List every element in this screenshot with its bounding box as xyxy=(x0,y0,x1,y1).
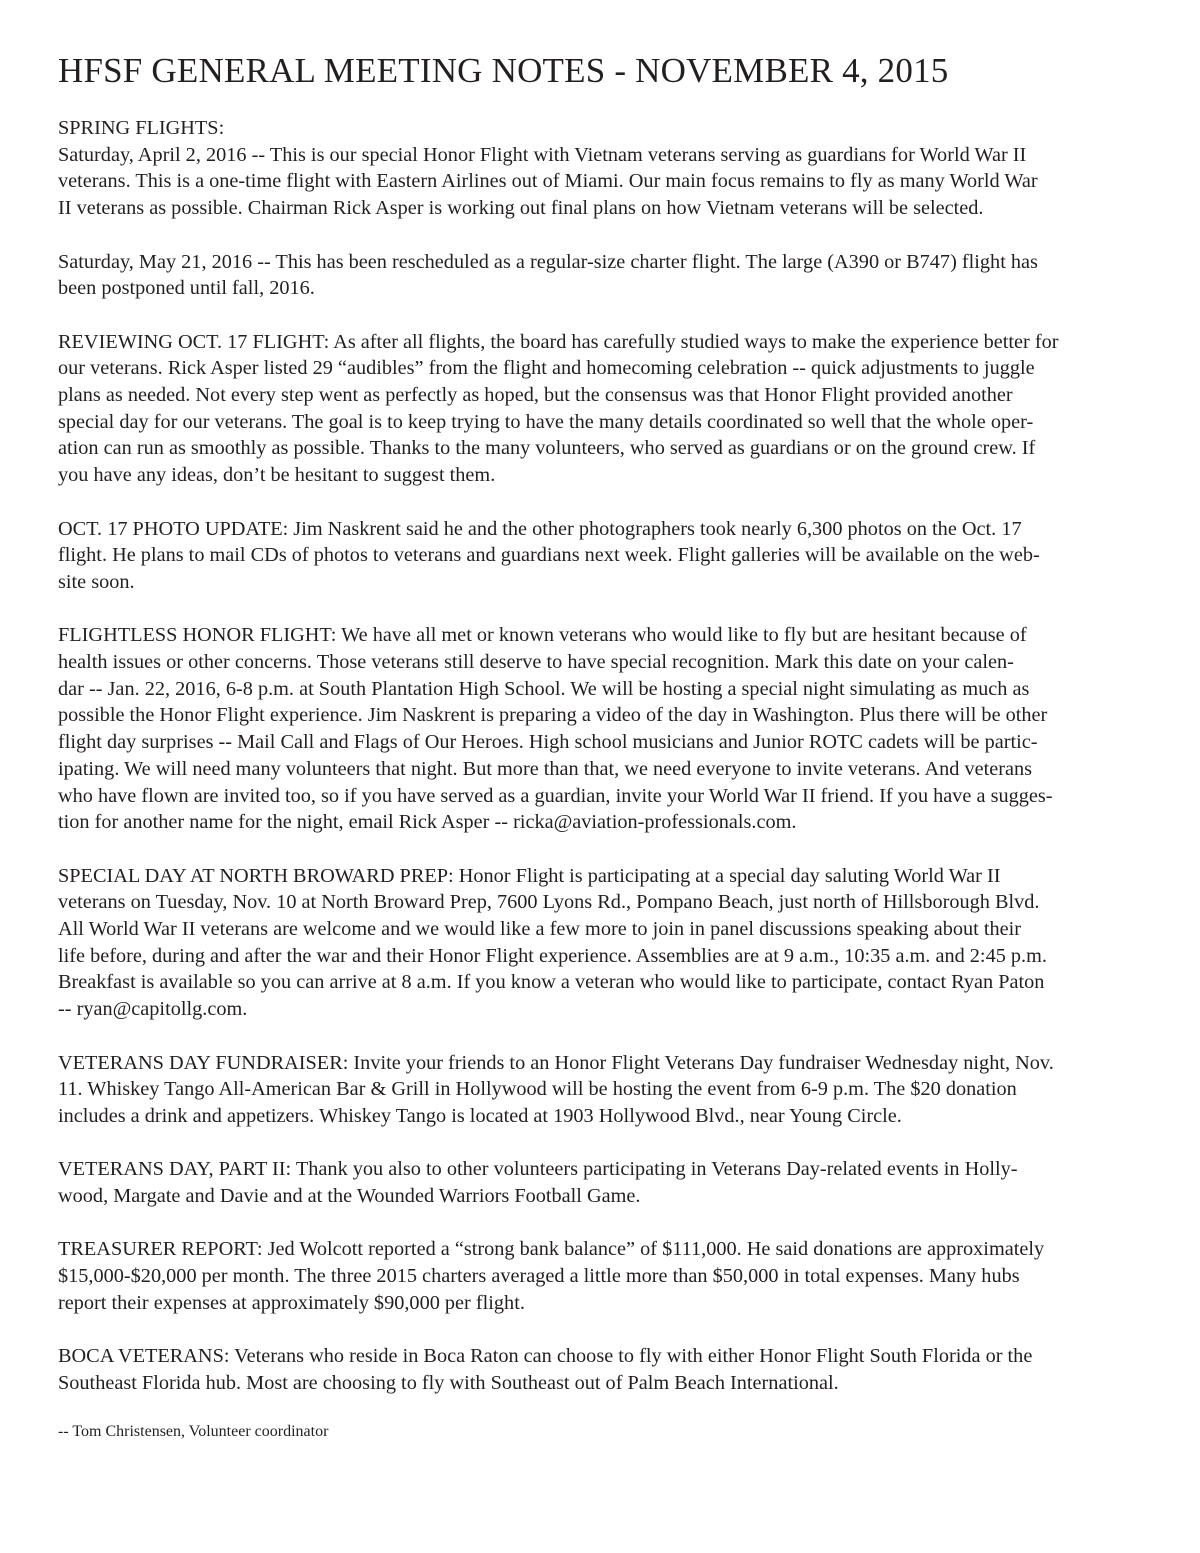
note-paragraph xyxy=(58,249,1140,302)
paragraph-line: report their expenses at approximately $90,000 per flight. xyxy=(58,1291,525,1314)
paragraph-line: includes a drink and appetizers. Whiskey Tango is located at 1903 Hollywood Blvd., near Young Circle. xyxy=(58,1104,902,1127)
paragraph-line: TREASURER REPORT: Jed Wolcott reported a “strong bank balance” of $111,000. He said donations are approximately xyxy=(58,1238,1045,1261)
note-paragraph xyxy=(58,1343,1140,1396)
note-paragraph xyxy=(58,329,1140,489)
paragraph-line: been postponed until fall, 2016. xyxy=(58,277,315,300)
signature: -- Tom Christensen, Volunteer coordinator xyxy=(58,1423,329,1441)
paragraph-line: veterans on Tuesday, Nov. 10 at North Broward Prep, 7600 Lyons Rd., Pompano Beach, just north of Hillsborough Blvd. xyxy=(58,891,1040,914)
paragraph-line: tion for another name for the night, email Rick Asper -- ricka@aviation-professionals.com. xyxy=(58,811,797,834)
paragraph-line: $15,000-$20,000 per month. The three 2015 charters averaged a little more than $50,000 in total expenses. Many hubs xyxy=(58,1265,1020,1288)
note-paragraph xyxy=(58,115,1140,222)
paragraph-line: Breakfast is available so you can arrive at 8 a.m. If you know a veteran who would like to participate, contact Ryan Paton xyxy=(58,971,1045,994)
note-paragraph xyxy=(58,863,1140,1023)
paragraph-line: VETERANS DAY FUNDRAISER: Invite your friends to an Honor Flight Veterans Day fundraiser Wednesday night, Nov. xyxy=(58,1051,1054,1074)
paragraph-line: Saturday, May 21, 2016 -- This has been rescheduled as a regular-size charter flight. The large (A390 or B747) flight has xyxy=(58,250,1038,273)
paragraph-line: All World War II veterans are welcome and we would like a few more to join in panel discussions speaking about their xyxy=(58,918,1022,941)
paragraph-line: REVIEWING OCT. 17 FLIGHT: As after all flights, the board has carefully studied ways to make the experience better for xyxy=(58,330,1059,353)
paragraph-line: veterans. This is a one-time flight with Eastern Airlines out of Miami. Our main focus remains to fly as many World War xyxy=(58,170,1038,193)
paragraph-line: ipating. We will need many volunteers that night. But more than that, we need everyone to invite veterans. And veterans xyxy=(58,757,1033,780)
paragraph-line: OCT. 17 PHOTO UPDATE: Jim Naskrent said he and the other photographers took nearly 6,300 photos on the Oct. 17 xyxy=(58,517,1022,540)
paragraph-line: life before, during and after the war and their Honor Flight experience. Assemblies are at 9 a.m., 10:35 a.m. and 2:45 p.m. xyxy=(58,944,1047,967)
paragraph-line: ation can run as smoothly as possible. Thanks to the many volunteers, who served as guardians or on the ground crew. If xyxy=(58,437,1036,460)
paragraph-line: health issues or other concerns. Those veterans still deserve to have special recognition. Mark this date on your calen- xyxy=(58,651,1014,673)
paragraph-line: site soon. xyxy=(58,570,135,593)
paragraph-line: flight day surprises -- Mail Call and Flags of Our Heroes. High school musicians and Junior ROTC cadets will be partic- xyxy=(58,731,1038,754)
page-title: HFSF GENERAL MEETING NOTES - NOVEMBER 4, 2015 xyxy=(58,51,949,90)
paragraph-line: VETERANS DAY, PART II: Thank you also to other volunteers participating in Veterans Day-related events in Holly- xyxy=(58,1158,1018,1181)
paragraph-line: flight. He plans to mail CDs of photos to veterans and guardians next week. Flight galleries will be available on the web- xyxy=(58,544,1040,567)
note-paragraph xyxy=(58,1050,1140,1130)
paragraph-line: SPECIAL DAY AT NORTH BROWARD PREP: Honor Flight is participating at a special day saluting World War II xyxy=(58,864,1001,887)
paragraph-line: -- ryan@capitollg.com. xyxy=(58,998,248,1021)
paragraph-line: Saturday, April 2, 2016 -- This is our special Honor Flight with Vietnam veterans serving as guardians for World War II xyxy=(58,143,1027,166)
paragraph-line: BOCA VETERANS: Veterans who reside in Boca Raton can choose to fly with either Honor Flight South Florida or the xyxy=(58,1345,1033,1368)
paragraph-line: wood, Margate and Davie and at the Wounded Warriors Football Game. xyxy=(58,1185,641,1208)
note-paragraph xyxy=(58,622,1140,836)
paragraph-line: plans as needed. Not every step went as perfectly as hoped, but the consensus was that Honor Flight provided another xyxy=(58,384,1013,406)
paragraph-line: special day for our veterans. The goal is to keep trying to have the many details coordinated so well that the whole oper- xyxy=(58,410,1034,433)
note-paragraph xyxy=(58,1156,1140,1209)
paragraph-line: Southeast Florida hub. Most are choosing to fly with Southeast out of Palm Beach International. xyxy=(58,1371,839,1394)
meeting-notes-body xyxy=(58,115,1140,1397)
paragraph-line: SPRING FLIGHTS: xyxy=(58,117,225,139)
paragraph-line: who have flown are invited too, so if you have served as a guardian, invite your World War II friend. If you have a sugges- xyxy=(58,784,1053,807)
note-paragraph xyxy=(58,516,1140,596)
paragraph-line: possible the Honor Flight experience. Jim Naskrent is preparing a video of the day in Washington. Plus there will be other xyxy=(58,704,1048,727)
document-page xyxy=(58,50,1140,1441)
paragraph-line: FLIGHTLESS HONOR FLIGHT: We have all met or known veterans who would like to fly but are hesitant because of xyxy=(58,624,1027,647)
note-paragraph xyxy=(58,1236,1140,1316)
paragraph-line: dar -- Jan. 22, 2016, 6-8 p.m. at South Plantation High School. We will be hosting a special night simulating as much as xyxy=(58,677,1030,700)
paragraph-line: you have any ideas, don’t be hesitant to suggest them. xyxy=(58,464,496,487)
paragraph-line: II veterans as possible. Chairman Rick Asper is working out final plans on how Vietnam veterans will be selected. xyxy=(58,197,984,220)
paragraph-line: our veterans. Rick Asper listed 29 “audibles” from the flight and homecoming celebration -- quick adjustments to juggle xyxy=(58,357,1035,380)
paragraph-line: 11. Whiskey Tango All-American Bar & Grill in Hollywood will be hosting the event from 6-9 p.m. The $20 donation xyxy=(58,1078,1017,1101)
